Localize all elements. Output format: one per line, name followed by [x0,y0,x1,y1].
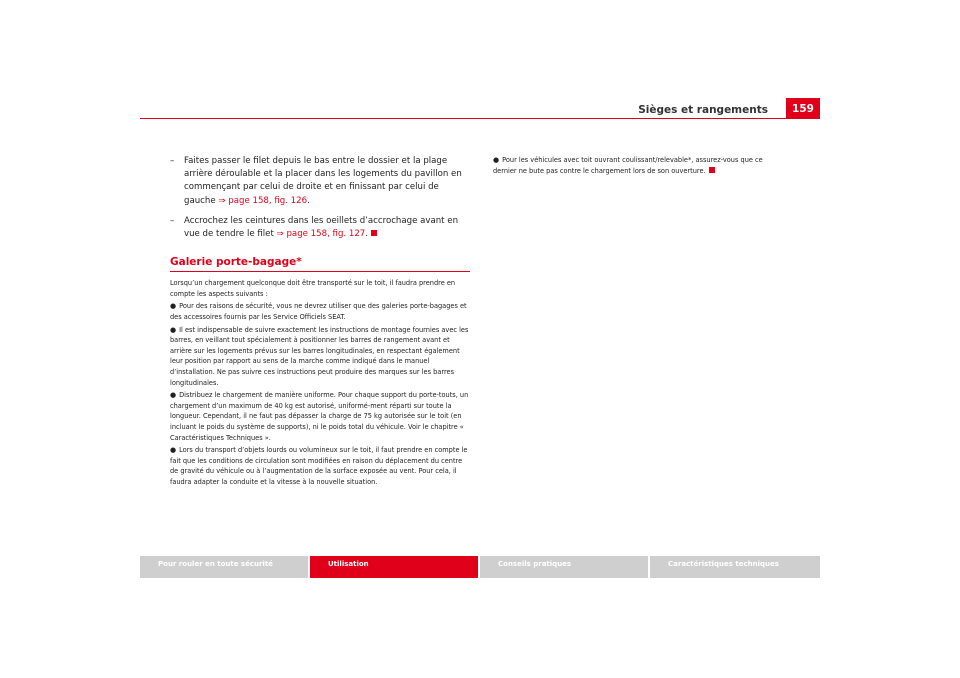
bullet-icon: ● [493,156,500,164]
instruction-step [170,155,470,208]
header-divider [140,118,820,119]
instruction-step [170,215,470,241]
footer-tab-technical-specs[interactable]: Caractéristiques techniques [650,556,820,578]
bullet-icon: ● [170,391,177,400]
instruction-text: Faites passer le filet depuis le bas entre le dossier et la plage arrière déroulable et la placer dans les logements du pavillon en commençant par celui de droite et en finissant par celui de gauche [184,156,462,206]
list-item-text: Distribuez le chargement de manière uniforme. Pour chaque support du porte-touts, un chargement d’un maximum de 40 kg est autorisé, uniformé-ment réparti sur toute la longueur. Cependant, il ne faut pas dépasser la charge de 75 kg autorisée sur le toit (en incluant le poids du système de supports), ni le poids total du véhicule. Voir le chapitre « Caractéristiques Techniques ». [170,391,469,442]
page-number: 159 [786,98,820,118]
list-item-text: Pour des raisons de sécurité, vous ne devrez utiliser que des galeries porte-bagages et des accessoires fournis par les Service Officiels SEAT. [170,302,467,321]
intro-paragraph: Lorsqu’un chargement quelconque doit être transporté sur le toit, il faudra prendre en compte les aspects suivants : [170,279,456,298]
list-item [170,445,470,487]
dash-marker: – [170,156,175,166]
right-column [493,155,783,178]
list-item [170,325,470,389]
end-of-section-icon [371,230,377,236]
footer-tab-operation[interactable]: Utilisation [310,556,478,578]
instruction-tail: . [365,229,369,240]
bullet-icon: ● [170,325,177,334]
section-heading: Galerie porte-bagage* [170,256,470,272]
footer-tab-practical-tips[interactable]: Conseils pratiques [480,556,648,578]
list-item [493,155,783,176]
list-item [170,390,470,443]
list-item-text: Il est indispensable de suivre exactement les instructions de montage fournies avec les barres, en veillant tout spécialement à positionner les barres de rangement avant et arrière sur les logements prévus sur les barres longitudinales, en respectant également leur position par rapport au sens de la marche comme indiqué dans le manuel d’installation. Ne pas suivre ces instructions peut produire des marques sur les barres longitudinales. [170,325,469,387]
list-item [170,301,470,322]
instruction-text: Accrochez les ceintures dans les oeillets d’accrochage avant en vue de tendre le filet [184,215,459,240]
bullet-icon: ● [170,302,177,311]
instruction-tail: . [307,195,310,206]
running-header-title: Sièges et rangements [638,104,768,116]
page-reference-link[interactable]: ⇒ page 158, fig. 126 [218,195,308,206]
dash-marker: – [170,215,175,226]
end-of-section-icon [709,167,715,173]
left-column [170,155,470,490]
footer-tab-safety[interactable]: Pour rouler en toute sécurité [140,556,308,578]
page-reference-link[interactable]: ⇒ page 158, fig. 127 [276,229,366,240]
bullet-icon: ● [170,446,177,455]
list-item-text: Lors du transport d’objets lourds ou volumineux sur le toit, il faut prendre en compte le fait que les conditions de circulation sont modifiées en raison du déplacement du centre de gravité du véhicule ou à l’augmentation de la surface exposée au vent. Pour cela, il faudra adapter la conduite et la vitesse à la nouvelle situation. [170,446,468,486]
list-item-text: Pour les véhicules avec toit ouvrant coulissant/relevable*, assurez-vous que ce dernier ne bute pas contre le chargement lors de son ouverture. [493,156,763,175]
